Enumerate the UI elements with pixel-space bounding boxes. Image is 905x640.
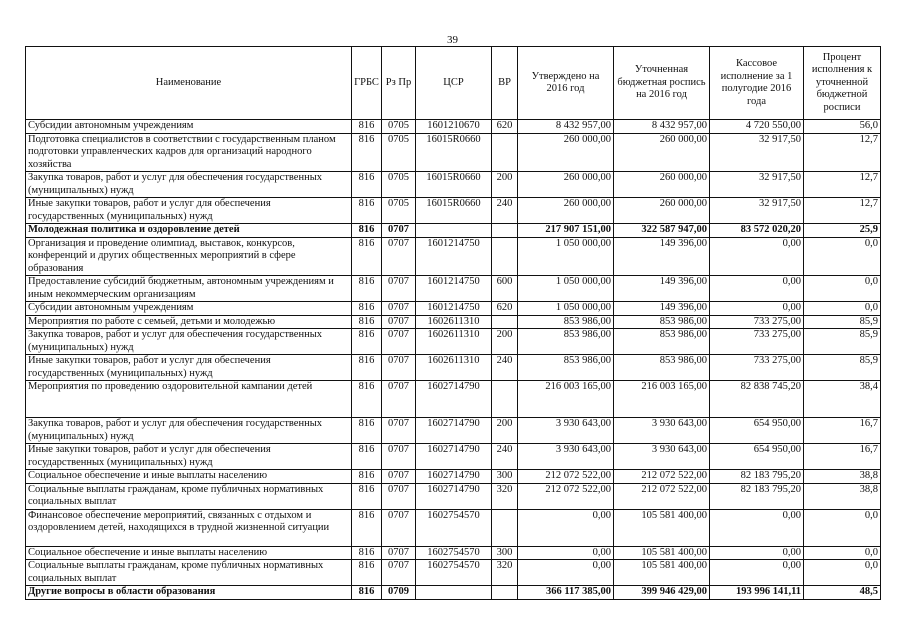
cell-rzpr: 0707 — [382, 224, 416, 238]
cell-percent: 38,4 — [804, 381, 881, 418]
cell-percent: 0,0 — [804, 237, 881, 276]
cell-approved: 8 432 957,00 — [518, 120, 614, 134]
table-row — [26, 470, 881, 484]
cell-cash: 0,00 — [710, 560, 804, 586]
table-row — [26, 133, 881, 172]
cell-cash: 32 917,50 — [710, 172, 804, 198]
cell-rzpr: 0707 — [382, 560, 416, 586]
cell-grbs: 816 — [352, 315, 382, 329]
cell-cash: 0,00 — [710, 302, 804, 316]
cell-rzpr: 0707 — [382, 483, 416, 509]
cell-approved: 260 000,00 — [518, 172, 614, 198]
cell-csr: 1602754570 — [416, 509, 492, 546]
cell-cash: 82 838 745,20 — [710, 381, 804, 418]
col-header-name: Наименование — [26, 47, 352, 120]
cell-name: Мероприятия по работе с семьей, детьми и молодежью — [26, 315, 352, 329]
cell-cash: 733 275,00 — [710, 315, 804, 329]
cell-cash: 0,00 — [710, 237, 804, 276]
cell-vr — [492, 133, 518, 172]
cell-grbs: 816 — [352, 546, 382, 560]
cell-vr: 200 — [492, 172, 518, 198]
cell-vr — [492, 381, 518, 418]
cell-refined: 149 396,00 — [614, 276, 710, 302]
col-header-vr: ВР — [492, 47, 518, 120]
cell-csr: 1601214750 — [416, 237, 492, 276]
cell-csr: 1602611310 — [416, 315, 492, 329]
cell-vr — [492, 224, 518, 238]
cell-name: Иные закупки товаров, работ и услуг для обеспечения государственных (муниципальных) нужд — [26, 198, 352, 224]
col-header-approved: Утверждено на 2016 год — [518, 47, 614, 120]
cell-percent: 0,0 — [804, 546, 881, 560]
cell-approved: 3 930 643,00 — [518, 444, 614, 470]
cell-name: Подготовка специалистов в соответствии с государственным планом подготовки управленческих кадров для организаций народного хозяйства — [26, 133, 352, 172]
cell-grbs: 816 — [352, 509, 382, 546]
cell-rzpr: 0707 — [382, 276, 416, 302]
cell-rzpr: 0707 — [382, 355, 416, 381]
cell-rzpr: 0707 — [382, 470, 416, 484]
cell-vr: 240 — [492, 355, 518, 381]
cell-csr: 16015R0660 — [416, 133, 492, 172]
cell-vr: 200 — [492, 329, 518, 355]
cell-refined: 853 986,00 — [614, 355, 710, 381]
cell-cash: 32 917,50 — [710, 133, 804, 172]
cell-grbs: 816 — [352, 120, 382, 134]
cell-approved: 0,00 — [518, 546, 614, 560]
cell-refined: 8 432 957,00 — [614, 120, 710, 134]
cell-percent: 85,9 — [804, 355, 881, 381]
cell-cash: 0,00 — [710, 509, 804, 546]
cell-rzpr: 0705 — [382, 133, 416, 172]
cell-rzpr: 0705 — [382, 172, 416, 198]
table-row — [26, 546, 881, 560]
cell-rzpr: 0707 — [382, 315, 416, 329]
cell-cash: 82 183 795,20 — [710, 483, 804, 509]
cell-refined: 3 930 643,00 — [614, 418, 710, 444]
cell-cash: 32 917,50 — [710, 198, 804, 224]
cell-rzpr: 0705 — [382, 198, 416, 224]
cell-approved: 3 930 643,00 — [518, 418, 614, 444]
cell-rzpr: 0707 — [382, 302, 416, 316]
cell-cash: 733 275,00 — [710, 329, 804, 355]
cell-csr: 1602714790 — [416, 444, 492, 470]
cell-name: Мероприятия по проведению оздоровительной кампании детей — [26, 381, 352, 418]
cell-refined: 853 986,00 — [614, 329, 710, 355]
cell-name: Организация и проведение олимпиад, выставок, конкурсов, конференций и других общественных мероприятий в сфере образования — [26, 237, 352, 276]
col-header-cash: Кассовое исполнение за 1 полугодие 2016 года — [710, 47, 804, 120]
cell-refined: 399 946 429,00 — [614, 586, 710, 600]
cell-percent: 85,9 — [804, 329, 881, 355]
cell-percent: 16,7 — [804, 444, 881, 470]
cell-name: Социальное обеспечение и иные выплаты населению — [26, 470, 352, 484]
cell-percent: 12,7 — [804, 198, 881, 224]
table-row — [26, 172, 881, 198]
cell-grbs: 816 — [352, 198, 382, 224]
cell-rzpr: 0707 — [382, 237, 416, 276]
cell-name: Молодежная политика и оздоровление детей — [26, 224, 352, 238]
cell-vr: 620 — [492, 302, 518, 316]
cell-refined: 3 930 643,00 — [614, 444, 710, 470]
cell-refined: 260 000,00 — [614, 172, 710, 198]
cell-csr: 1602611310 — [416, 329, 492, 355]
cell-rzpr: 0709 — [382, 586, 416, 600]
cell-cash: 654 950,00 — [710, 444, 804, 470]
budget-table — [25, 46, 881, 600]
col-header-refined: Уточненная бюджетная роспись на 2016 год — [614, 47, 710, 120]
cell-cash: 0,00 — [710, 276, 804, 302]
table-row — [26, 418, 881, 444]
cell-vr: 320 — [492, 483, 518, 509]
cell-approved: 212 072 522,00 — [518, 483, 614, 509]
cell-cash: 82 183 795,20 — [710, 470, 804, 484]
cell-name: Субсидии автономным учреждениям — [26, 302, 352, 316]
cell-approved: 216 003 165,00 — [518, 381, 614, 418]
table-row — [26, 381, 881, 418]
cell-percent: 25,9 — [804, 224, 881, 238]
cell-vr: 320 — [492, 560, 518, 586]
cell-percent: 12,7 — [804, 172, 881, 198]
cell-percent: 0,0 — [804, 509, 881, 546]
cell-rzpr: 0707 — [382, 329, 416, 355]
cell-percent: 48,5 — [804, 586, 881, 600]
cell-cash: 83 572 020,20 — [710, 224, 804, 238]
cell-name: Иные закупки товаров, работ и услуг для обеспечения государственных (муниципальных) нужд — [26, 444, 352, 470]
cell-vr: 620 — [492, 120, 518, 134]
cell-grbs: 816 — [352, 444, 382, 470]
table-row — [26, 315, 881, 329]
cell-vr — [492, 315, 518, 329]
cell-name: Предоставление субсидий бюджетным, автономным учреждениям и иным некоммерческим организациям — [26, 276, 352, 302]
cell-csr: 1602714790 — [416, 418, 492, 444]
cell-cash: 0,00 — [710, 546, 804, 560]
cell-grbs: 816 — [352, 418, 382, 444]
cell-percent: 0,0 — [804, 560, 881, 586]
cell-csr — [416, 586, 492, 600]
cell-name: Социальное обеспечение и иные выплаты населению — [26, 546, 352, 560]
cell-refined: 149 396,00 — [614, 237, 710, 276]
cell-percent: 38,8 — [804, 470, 881, 484]
cell-grbs: 816 — [352, 276, 382, 302]
cell-vr: 240 — [492, 444, 518, 470]
cell-cash: 733 275,00 — [710, 355, 804, 381]
table-row — [26, 560, 881, 586]
cell-grbs: 816 — [352, 237, 382, 276]
table-body — [26, 120, 881, 600]
cell-refined: 260 000,00 — [614, 198, 710, 224]
cell-csr: 1601214750 — [416, 276, 492, 302]
table-row — [26, 355, 881, 381]
cell-refined: 212 072 522,00 — [614, 483, 710, 509]
cell-grbs: 816 — [352, 586, 382, 600]
cell-csr: 1602611310 — [416, 355, 492, 381]
cell-approved: 0,00 — [518, 509, 614, 546]
table-row — [26, 120, 881, 134]
cell-percent: 16,7 — [804, 418, 881, 444]
cell-cash: 4 720 550,00 — [710, 120, 804, 134]
cell-csr — [416, 224, 492, 238]
cell-percent: 0,0 — [804, 276, 881, 302]
cell-csr: 16015R0660 — [416, 172, 492, 198]
cell-refined: 216 003 165,00 — [614, 381, 710, 418]
cell-name: Иные закупки товаров, работ и услуг для обеспечения государственных (муниципальных) нужд — [26, 355, 352, 381]
table-row — [26, 276, 881, 302]
cell-approved: 1 050 000,00 — [518, 302, 614, 316]
cell-vr: 240 — [492, 198, 518, 224]
cell-csr: 1601214750 — [416, 302, 492, 316]
cell-rzpr: 0707 — [382, 418, 416, 444]
cell-rzpr: 0707 — [382, 444, 416, 470]
col-header-rzpr: Рз Пр — [382, 47, 416, 120]
cell-name: Закупка товаров, работ и услуг для обеспечения государственных (муниципальных) нужд — [26, 329, 352, 355]
cell-csr: 1601210670 — [416, 120, 492, 134]
cell-percent: 38,8 — [804, 483, 881, 509]
col-header-grbs: ГРБС — [352, 47, 382, 120]
cell-name: Субсидии автономным учреждениям — [26, 120, 352, 134]
cell-csr: 1602754570 — [416, 546, 492, 560]
cell-refined: 322 587 947,00 — [614, 224, 710, 238]
cell-approved: 853 986,00 — [518, 315, 614, 329]
cell-percent: 0,0 — [804, 302, 881, 316]
cell-vr: 300 — [492, 546, 518, 560]
cell-vr: 600 — [492, 276, 518, 302]
table-row — [26, 302, 881, 316]
cell-approved: 853 986,00 — [518, 329, 614, 355]
table-row — [26, 237, 881, 276]
cell-refined: 212 072 522,00 — [614, 470, 710, 484]
cell-vr: 200 — [492, 418, 518, 444]
cell-vr — [492, 237, 518, 276]
cell-grbs: 816 — [352, 355, 382, 381]
cell-csr: 1602754570 — [416, 560, 492, 586]
cell-approved: 1 050 000,00 — [518, 237, 614, 276]
cell-refined: 105 581 400,00 — [614, 560, 710, 586]
cell-name: Социальные выплаты гражданам, кроме публичных нормативных социальных выплат — [26, 560, 352, 586]
cell-grbs: 816 — [352, 172, 382, 198]
cell-grbs: 816 — [352, 381, 382, 418]
cell-name: Закупка товаров, работ и услуг для обеспечения государственных (муниципальных) нужд — [26, 172, 352, 198]
table-row — [26, 329, 881, 355]
cell-rzpr: 0707 — [382, 381, 416, 418]
cell-cash: 193 996 141,11 — [710, 586, 804, 600]
cell-vr — [492, 586, 518, 600]
cell-refined: 105 581 400,00 — [614, 509, 710, 546]
cell-name: Социальные выплаты гражданам, кроме публичных нормативных социальных выплат — [26, 483, 352, 509]
cell-refined: 260 000,00 — [614, 133, 710, 172]
cell-grbs: 816 — [352, 483, 382, 509]
cell-csr: 16015R0660 — [416, 198, 492, 224]
cell-approved: 366 117 385,00 — [518, 586, 614, 600]
cell-approved: 260 000,00 — [518, 133, 614, 172]
cell-rzpr: 0707 — [382, 546, 416, 560]
cell-approved: 217 907 151,00 — [518, 224, 614, 238]
table-row — [26, 224, 881, 238]
cell-refined: 149 396,00 — [614, 302, 710, 316]
cell-rzpr: 0705 — [382, 120, 416, 134]
cell-grbs: 816 — [352, 133, 382, 172]
table-row — [26, 198, 881, 224]
cell-name: Закупка товаров, работ и услуг для обеспечения государственных (муниципальных) нужд — [26, 418, 352, 444]
cell-grbs: 816 — [352, 560, 382, 586]
page-number: 39 — [447, 34, 458, 46]
cell-grbs: 816 — [352, 302, 382, 316]
cell-approved: 260 000,00 — [518, 198, 614, 224]
cell-grbs: 816 — [352, 470, 382, 484]
cell-csr: 1602714790 — [416, 381, 492, 418]
cell-approved: 212 072 522,00 — [518, 470, 614, 484]
col-header-percent: Процент исполнения к уточненной бюджетной росписи — [804, 47, 881, 120]
cell-cash: 654 950,00 — [710, 418, 804, 444]
cell-percent: 56,0 — [804, 120, 881, 134]
cell-csr: 1602714790 — [416, 470, 492, 484]
cell-name: Другие вопросы в области образования — [26, 586, 352, 600]
cell-vr: 300 — [492, 470, 518, 484]
cell-approved: 0,00 — [518, 560, 614, 586]
cell-refined: 105 581 400,00 — [614, 546, 710, 560]
cell-grbs: 816 — [352, 329, 382, 355]
cell-csr: 1602714790 — [416, 483, 492, 509]
cell-name: Финансовое обеспечение мероприятий, связанных с отдыхом и оздоровлением детей, находящихся в трудной жизненной ситуации — [26, 509, 352, 546]
cell-percent: 12,7 — [804, 133, 881, 172]
table-row — [26, 586, 881, 600]
table-row — [26, 509, 881, 546]
cell-grbs: 816 — [352, 224, 382, 238]
cell-percent: 85,9 — [804, 315, 881, 329]
cell-rzpr: 0707 — [382, 509, 416, 546]
table-row — [26, 483, 881, 509]
cell-approved: 853 986,00 — [518, 355, 614, 381]
cell-vr — [492, 509, 518, 546]
table-header-row — [26, 47, 881, 120]
table-row — [26, 444, 881, 470]
cell-approved: 1 050 000,00 — [518, 276, 614, 302]
col-header-csr: ЦСР — [416, 47, 492, 120]
cell-refined: 853 986,00 — [614, 315, 710, 329]
